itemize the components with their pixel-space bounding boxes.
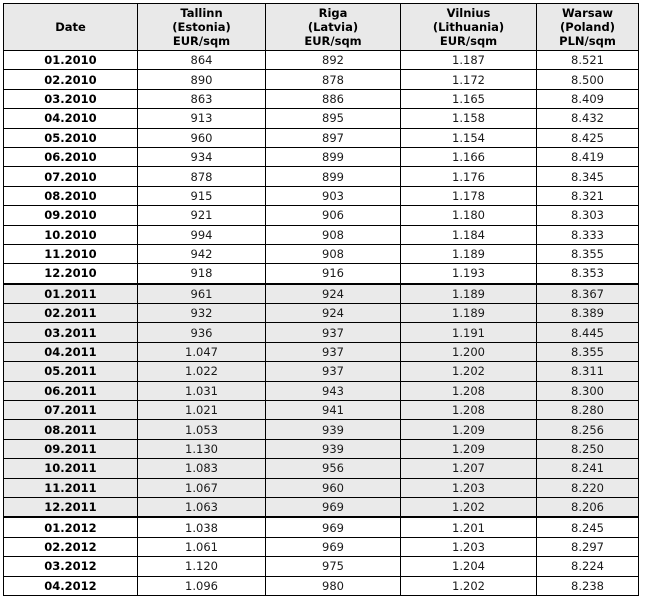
cell-riga: 937 [266,362,401,381]
cell-riga: 956 [266,459,401,478]
header-line-country: (Poland) [560,20,615,34]
cell-warsaw: 8.432 [537,109,639,128]
cell-tallinn: 864 [138,51,266,70]
cell-tallinn: 994 [138,225,266,244]
cell-vilnius: 1.172 [401,70,537,89]
cell-riga: 886 [266,89,401,108]
header-line-city: Vilnius [446,6,491,20]
cell-riga: 895 [266,109,401,128]
cell-vilnius: 1.209 [401,420,537,439]
cell-tallinn: 1.021 [138,401,266,420]
cell-vilnius: 1.201 [401,517,537,537]
cell-vilnius: 1.207 [401,459,537,478]
cell-date: 07.2010 [4,167,138,186]
cell-tallinn: 1.063 [138,497,266,517]
cell-riga: 906 [266,206,401,225]
cell-date: 04.2011 [4,342,138,361]
cell-tallinn: 913 [138,109,266,128]
cell-tallinn: 1.061 [138,537,266,556]
cell-vilnius: 1.158 [401,109,537,128]
cell-date: 03.2011 [4,323,138,342]
cell-riga: 892 [266,51,401,70]
cell-warsaw: 8.355 [537,342,639,361]
cell-date: 10.2011 [4,459,138,478]
cell-tallinn: 1.096 [138,576,266,595]
table-row [4,225,639,244]
cell-tallinn: 1.031 [138,381,266,400]
cell-riga: 899 [266,167,401,186]
cell-riga: 939 [266,420,401,439]
table-row [4,167,639,186]
header-line-country: (Latvia) [307,20,359,34]
cell-riga: 937 [266,342,401,361]
cell-riga: 969 [266,517,401,537]
cell-warsaw: 8.355 [537,244,639,263]
cell-date: 03.2010 [4,89,138,108]
column-header-tallinn [138,4,266,51]
cell-vilnius: 1.203 [401,478,537,497]
cell-riga: 969 [266,537,401,556]
cell-date: 07.2011 [4,401,138,420]
header-line-unit: EUR/sqm [304,34,362,48]
cell-warsaw: 8.500 [537,70,639,89]
cell-tallinn: 915 [138,186,266,205]
cell-vilnius: 1.176 [401,167,537,186]
cell-tallinn: 863 [138,89,266,108]
cell-vilnius: 1.154 [401,128,537,147]
column-header-riga [266,4,401,51]
cell-warsaw: 8.303 [537,206,639,225]
cell-date: 11.2010 [4,244,138,263]
cell-tallinn: 1.083 [138,459,266,478]
cell-date: 05.2011 [4,362,138,381]
cell-warsaw: 8.280 [537,401,639,420]
table-row [4,147,639,166]
cell-date: 12.2010 [4,264,138,284]
table-row [4,51,639,70]
cell-tallinn: 1.038 [138,517,266,537]
cell-riga: 908 [266,244,401,263]
cell-tallinn: 1.067 [138,478,266,497]
cell-date: 08.2010 [4,186,138,205]
cell-riga: 903 [266,186,401,205]
cell-date: 05.2010 [4,128,138,147]
cell-vilnius: 1.165 [401,89,537,108]
table-row [4,478,639,497]
table-row [4,497,639,517]
cell-warsaw: 8.245 [537,517,639,537]
cell-date: 03.2012 [4,557,138,576]
cell-date: 11.2011 [4,478,138,497]
table-row [4,557,639,576]
table-row [4,70,639,89]
cell-riga: 897 [266,128,401,147]
cell-warsaw: 8.241 [537,459,639,478]
cell-warsaw: 8.220 [537,478,639,497]
cell-tallinn: 921 [138,206,266,225]
table-row [4,89,639,108]
cell-warsaw: 8.206 [537,497,639,517]
table-row [4,244,639,263]
table-row [4,362,639,381]
cell-tallinn: 936 [138,323,266,342]
table-row [4,264,639,284]
cell-tallinn: 942 [138,244,266,263]
cell-date: 01.2012 [4,517,138,537]
cell-vilnius: 1.180 [401,206,537,225]
cell-warsaw: 8.333 [537,225,639,244]
cell-vilnius: 1.178 [401,186,537,205]
cell-vilnius: 1.208 [401,401,537,420]
cell-riga: 941 [266,401,401,420]
cell-date: 01.2011 [4,284,138,304]
cell-vilnius: 1.204 [401,557,537,576]
cell-warsaw: 8.367 [537,284,639,304]
cell-vilnius: 1.202 [401,497,537,517]
cell-tallinn: 1.130 [138,439,266,458]
cell-vilnius: 1.200 [401,342,537,361]
cell-date: 01.2010 [4,51,138,70]
table-header-row [4,4,639,51]
cell-riga: 899 [266,147,401,166]
cell-riga: 937 [266,323,401,342]
cell-riga: 924 [266,284,401,304]
table-row [4,439,639,458]
table-row [4,401,639,420]
cell-warsaw: 8.297 [537,537,639,556]
cell-vilnius: 1.202 [401,576,537,595]
cell-vilnius: 1.187 [401,51,537,70]
cell-warsaw: 8.345 [537,167,639,186]
cell-tallinn: 1.022 [138,362,266,381]
table-row [4,304,639,323]
cell-date: 09.2010 [4,206,138,225]
cell-vilnius: 1.184 [401,225,537,244]
cell-vilnius: 1.202 [401,362,537,381]
cell-tallinn: 1.053 [138,420,266,439]
column-header-warsaw [537,4,639,51]
cell-date: 10.2010 [4,225,138,244]
cell-tallinn: 932 [138,304,266,323]
cell-date: 04.2010 [4,109,138,128]
cell-date: 09.2011 [4,439,138,458]
cell-riga: 980 [266,576,401,595]
cell-tallinn: 960 [138,128,266,147]
table-row [4,517,639,537]
header-line-unit: EUR/sqm [439,34,498,48]
cell-date: 08.2011 [4,420,138,439]
header-line-unit: EUR/sqm [172,34,231,48]
cell-warsaw: 8.300 [537,381,639,400]
cell-warsaw: 8.224 [537,557,639,576]
cell-date: 02.2010 [4,70,138,89]
cell-vilnius: 1.193 [401,264,537,284]
header-line-country: (Lithuania) [432,20,505,34]
cell-warsaw: 8.521 [537,51,639,70]
residential-price-table [3,3,639,596]
header-line-city: Warsaw [562,6,613,20]
cell-tallinn: 961 [138,284,266,304]
table-row [4,128,639,147]
cell-tallinn: 1.047 [138,342,266,361]
column-header-vilnius [401,4,537,51]
table-row [4,537,639,556]
cell-warsaw: 8.321 [537,186,639,205]
cell-riga: 943 [266,381,401,400]
table-row [4,206,639,225]
table-row [4,381,639,400]
cell-riga: 960 [266,478,401,497]
cell-date: 06.2011 [4,381,138,400]
cell-date: 12.2011 [4,497,138,517]
cell-vilnius: 1.189 [401,284,537,304]
table-row [4,186,639,205]
table-row [4,459,639,478]
table-header [4,4,639,51]
header-line-country: (Estonia) [172,20,231,34]
cell-riga: 969 [266,497,401,517]
header-line-city: Tallinn [180,6,223,20]
table-row [4,576,639,595]
cell-warsaw: 8.389 [537,304,639,323]
cell-tallinn: 878 [138,167,266,186]
cell-riga: 924 [266,304,401,323]
cell-riga: 916 [266,264,401,284]
table-row [4,342,639,361]
cell-warsaw: 8.250 [537,439,639,458]
cell-warsaw: 8.419 [537,147,639,166]
cell-tallinn: 890 [138,70,266,89]
cell-riga: 908 [266,225,401,244]
price-table-container [3,3,638,596]
cell-vilnius: 1.191 [401,323,537,342]
table-row [4,284,639,304]
table-body [4,51,639,596]
cell-riga: 975 [266,557,401,576]
header-line-unit: PLN/sqm [559,34,616,48]
cell-vilnius: 1.203 [401,537,537,556]
cell-warsaw: 8.409 [537,89,639,108]
cell-date: 04.2012 [4,576,138,595]
header-line-city: Riga [318,6,348,20]
cell-date: 02.2011 [4,304,138,323]
column-header-date [4,4,138,51]
cell-tallinn: 1.120 [138,557,266,576]
header-line-date: Date [55,20,86,34]
cell-vilnius: 1.166 [401,147,537,166]
cell-warsaw: 8.445 [537,323,639,342]
cell-riga: 878 [266,70,401,89]
cell-date: 06.2010 [4,147,138,166]
table-row [4,420,639,439]
cell-warsaw: 8.353 [537,264,639,284]
cell-warsaw: 8.425 [537,128,639,147]
cell-vilnius: 1.189 [401,244,537,263]
cell-vilnius: 1.208 [401,381,537,400]
cell-vilnius: 1.209 [401,439,537,458]
cell-tallinn: 934 [138,147,266,166]
cell-warsaw: 8.256 [537,420,639,439]
cell-date: 02.2012 [4,537,138,556]
table-row [4,323,639,342]
cell-warsaw: 8.238 [537,576,639,595]
cell-warsaw: 8.311 [537,362,639,381]
cell-vilnius: 1.189 [401,304,537,323]
cell-riga: 939 [266,439,401,458]
cell-tallinn: 918 [138,264,266,284]
table-row [4,109,639,128]
